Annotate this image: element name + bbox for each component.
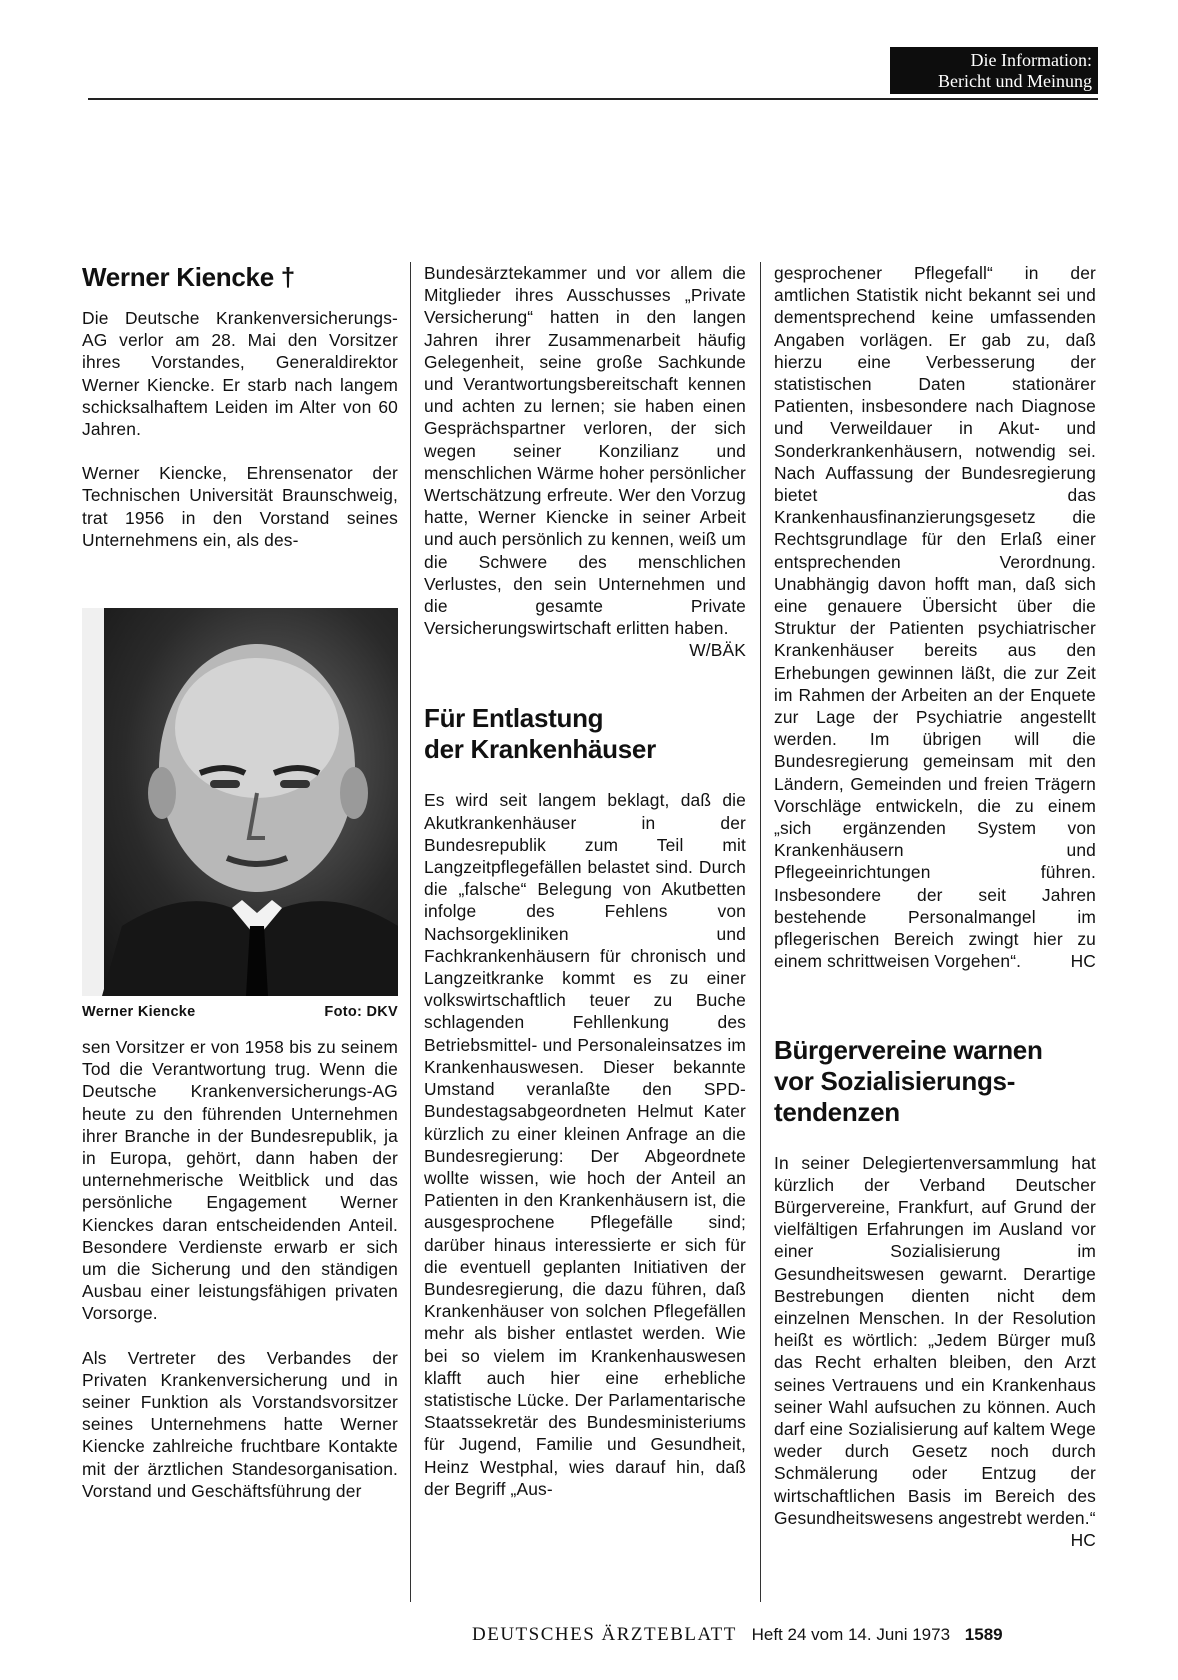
article-paragraph: Es wird seit langem beklagt, daß die Akutkrankenhäuser in der Bundesrepublik zum Teil mit Langzeitpflegefällen belastet sind. Durch die „falsche“ Belegung von Akutbetten infolge des Fehlens von Nachsorgekliniken und Fachkrankenhäusern für chronisch und Langzeitkranke kommt es zu einer volkswirtschaftlich teuer zu Buche schlagenden Fehllenkung des Betriebsmittel- und Personaleinsatzes im Krankenhauswesen. Dieser bekannte Umstand veranlaßte den SPD-Bundestagsabgeordneten Helmut Kater kürzlich zu einer kleinen Anfrage an die Bundesregierung: Der Abgeordnete wollte wissen, wie hoch der Anteil an Patienten in den Krankenhäusern ist, die ausgesprochene Pflegefälle sind; darüber hinaus interessierte er sich für die eventuell geplanten Initiativen der Bundesregierung, die dazu führen, daß Krankenhäuser von solchen Pflegefällen mehr als bisher entlastet werden. Wie bei so vielem im Krankenhauswesen klafft auch hier eine erhebliche statistische Lücke. Der Parlamentarische Staatssekretär des Bundesministeriums für Jugend, Familie und Gesundheit, Heinz Westphal, wies darauf hin, daß der Begriff „Aus- bbox=[424, 790, 746, 1499]
article-paragraph: Werner Kiencke, Ehrensenator der Technischen Universität Braunschweig, trat 1956 in den Vorstand seines Unternehmens ein, als des- bbox=[82, 463, 398, 550]
article-paragraph-text: In seiner Delegiertenversammlung hat kürzlich der Verband Deutscher Bürgervereine, Frankfurt, auf Grund der vielfältigen Erfahrungen im Ausland vor einer Sozialisierung im Gesundheitswesen gewarnt. Derartige Bestrebungen dienten nicht dem einzelnen Menschen. In der Resolution heißt es wörtlich: „Jedem Bürger muß das Recht erhalten bleiben, den Arzt seines Vertrauens und ein Krankenhaus seiner Wahl aufsuchen zu können. Auch darf eine Sozialisierung auf kaltem Wege weder durch Gesetz noch durch Schmälerung oder Entzug der wirtschaftlichen Basis im Bereich des Gesundheitswesens angestrebt werden.“ bbox=[774, 1152, 1096, 1528]
column-2 bbox=[424, 262, 746, 1500]
photo-credit: Foto: DKV bbox=[324, 1004, 398, 1020]
article-signature: HC bbox=[1070, 1529, 1096, 1550]
page-footer bbox=[472, 1624, 1096, 1646]
section-label-line2: Bericht und Meinung bbox=[938, 71, 1092, 91]
article-title-kiencke: Werner Kiencke † bbox=[82, 262, 295, 292]
column-divider-2 bbox=[760, 262, 761, 1602]
column-1-top bbox=[82, 262, 398, 551]
column-divider-1 bbox=[410, 262, 411, 1602]
article-paragraph bbox=[774, 1152, 1096, 1550]
article-title-buergervereine bbox=[774, 1035, 1096, 1128]
article-paragraph bbox=[774, 262, 1096, 973]
issue-info: Heft 24 vom 14. Juni 1973 bbox=[751, 1625, 951, 1644]
column-3 bbox=[774, 262, 1096, 1551]
portrait-illustration bbox=[82, 608, 398, 996]
portrait-photo bbox=[82, 608, 398, 996]
article-signature: HC bbox=[1070, 951, 1096, 972]
article-paragraph-text: Bundesärztekammer und vor allem die Mitglieder ihres Ausschusses „Private Versicherung“ hatten in den langen Jahren ihrer Zusammenarbeit häufig Gelegenheit, seine große Sachkunde und Verantwortungsbereitschaft kennen und achten zu lernen; sie haben einen Gesprächspartner verloren, der sich wegen seiner Konzilianz und menschlichen Wärme hoher persönlicher Wertschätzung erfreute. Wer den Vorzug hatte, Werner Kiencke in seiner Arbeit und auch persönlich zu kennen, weiß um die Schwere des menschlichen Verlustes, den sein Unternehmen und die gesamte Private Versicherungswirtschaft erlitten haben. bbox=[424, 263, 746, 639]
section-badge bbox=[890, 47, 1098, 94]
article-paragraph: Die Deutsche Krankenversicherungs-AG verlor am 28. Mai den Vorsitzer ihres Vorstandes, Generaldirektor Werner Kiencke. Er starb nach langem schicksalhaftem Leiden im Alter von 60 Jahren. bbox=[82, 308, 398, 440]
title-line: vor Sozialisierungs- bbox=[774, 1065, 1016, 1096]
article-signature: W/BÄK bbox=[689, 640, 746, 661]
article-title-entlastung bbox=[424, 703, 746, 765]
photo-caption-name: Werner Kiencke bbox=[82, 1004, 196, 1020]
photo-caption bbox=[82, 1004, 398, 1020]
section-label-line1: Die Information: bbox=[970, 50, 1092, 70]
column-1-bottom bbox=[82, 1036, 398, 1502]
title-line: der Krankenhäuser bbox=[424, 734, 656, 765]
journal-name: DEUTSCHES ÄRZTEBLATT bbox=[472, 1624, 737, 1645]
title-line: Bürgervereine warnen bbox=[774, 1034, 1043, 1065]
title-line: tendenzen bbox=[774, 1096, 900, 1127]
article-paragraph: Als Vertreter des Verbandes der Privaten Krankenversicherung und in seiner Funktion als Vorstandsvorsitzer seines Unternehmens hatte Werner Kiencke zahlreiche fruchtbare Kontakte mit der ärztlichen Standesorganisation. Vorstand und Geschäftsführung der bbox=[82, 1347, 398, 1501]
article-paragraph bbox=[424, 262, 746, 661]
header-rule bbox=[88, 98, 1098, 100]
article-paragraph-text: gesprochener Pflegefall“ in der amtlichen Statistik nicht bekannt sei und dementsprechend keine umfassenden Angaben vorlägen. Er gab zu, daß hierzu eine Verbesserung der statistischen Daten stationärer Patienten, insbesondere nach Diagnose und Verweildauer in Akut- und Sonderkrankenhäusern, notwendig sei. Nach Auffassung der Bundesregierung bietet das Krankenhausfinanzierungsgesetz die Rechtsgrundlage für den Erlaß einer entsprechenden Verordnung. Unabhängig davon hofft man, daß sich eine genauere Übersicht über die Struktur der Patienten psychiatrischer Krankenhäuser bereits aus den Erhebungen gewinnen läßt, die zur Zeit im Rahmen der Arbeiten an der Enquete zur Lage der Psychiatrie angestellt werden. Im übrigen will die Bundesregierung gemeinsam mit den Ländern, Gemeinden und freien Trägern Vorschläge entwickeln, die zu einem „sich ergänzenden System von Krankenhäusern und Pflegeeinrichtungen führen. Insbesondere der seit Jahren bestehende Personalmangel im pflegerischen Bereich zwingt hier zu einem schrittweisen Vorgehen“. bbox=[774, 263, 1096, 972]
page-number: 1589 bbox=[964, 1625, 1003, 1644]
article-paragraph: sen Vorsitzer er von 1958 bis zu seinem Tod die Verantwortung trug. Wenn die Deutsche Krankenversicherungs-AG heute zu den führenden Unternehmen ihrer Branche in der Bundesrepublik, ja in Europa, gehört, dann haben der unternehmerische Weitblick und das persönliche Engagement Werner Kienckes daran entscheidenden Anteil. Besondere Verdienste erwarb er sich um die Sicherung und den ständigen Ausbau einer leistungsfähigen privaten Vorsorge. bbox=[82, 1037, 398, 1324]
title-line: Für Entlastung bbox=[424, 703, 604, 734]
